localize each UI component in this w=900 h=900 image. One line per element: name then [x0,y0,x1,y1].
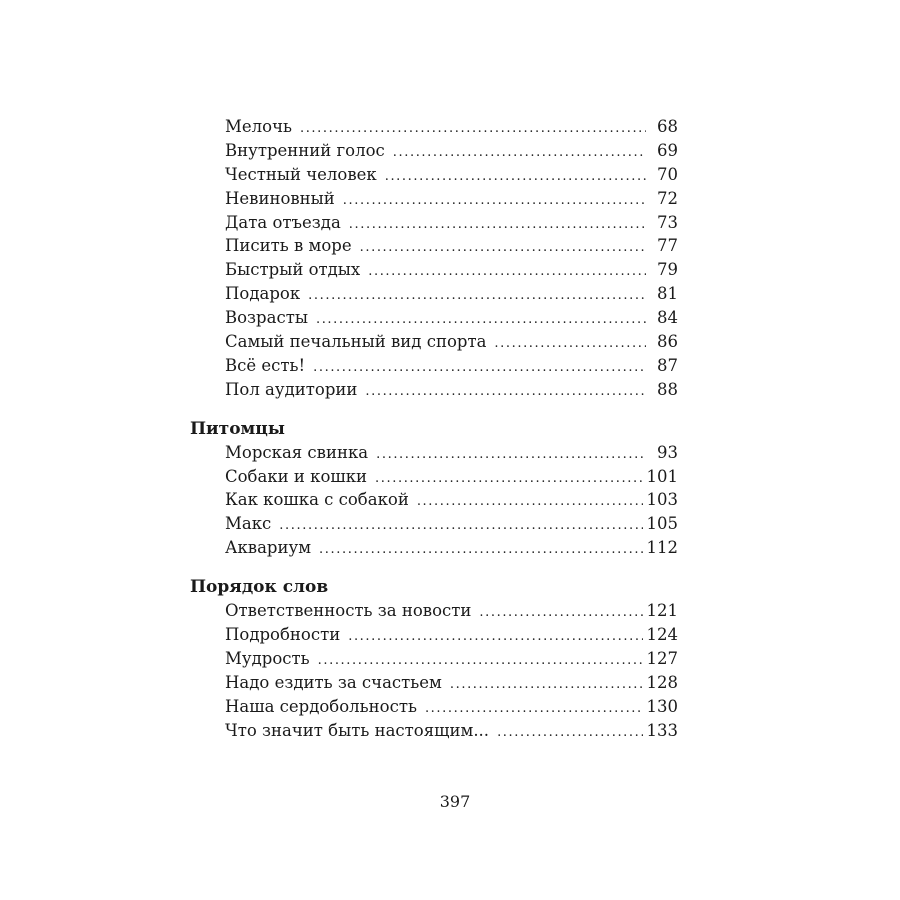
toc-entry [225,378,678,402]
dot-leader [385,165,646,189]
toc-entry-title: Всё есть! [225,355,306,375]
toc-entry-page-number: 127 [646,648,678,668]
toc-entry-title: Быстрый отдых [225,260,361,280]
toc-entry-list [225,115,678,402]
dot-leader [393,141,646,165]
toc-entry-page-number: 69 [657,140,678,160]
toc-entry-title: Что значит быть настоящим... [225,720,490,740]
toc-entry-title: Честный человек [225,164,377,184]
toc-section [190,115,678,402]
toc-entry-page-number: 121 [646,601,678,621]
toc-entry [225,695,678,719]
toc-entry [225,330,678,354]
toc-entry [225,115,678,139]
toc-entry [225,536,678,560]
toc-entry-title: Морская свинка [225,442,369,462]
toc-section [190,575,678,742]
toc-entry-page-number: 103 [646,490,678,510]
toc-entry [225,163,678,187]
dot-leader [360,236,646,260]
dot-leader [318,649,643,673]
toc-entry-page-number: 77 [657,236,678,256]
toc-entry [225,354,678,378]
toc-entry-page-number: 84 [657,308,678,328]
dot-leader [497,721,642,745]
toc-entry-title: Мелочь [225,117,292,136]
dot-leader [450,673,643,697]
toc-entry-page-number: 124 [646,625,678,645]
dot-leader [425,697,643,721]
toc-entry-page-number: 81 [657,284,678,304]
toc-entry [225,211,678,235]
dot-leader [479,601,642,625]
dot-leader [313,356,646,380]
toc-entry-page-number: 72 [657,188,678,208]
toc-entry-page-number: 73 [657,212,678,232]
toc-entry-page-number: 93 [657,442,678,462]
dot-leader [417,490,643,514]
toc-entry [225,512,678,536]
toc-entry [225,306,678,330]
table-of-contents [190,115,678,742]
dot-leader [494,332,646,356]
toc-entry-title: Самый печальный вид спорта [225,332,487,352]
toc-entry-title: Как кошка с собакой [225,490,409,510]
toc-entry-title: Пол аудитории [225,379,358,399]
toc-entry-title: Собаки и кошки [225,466,368,486]
toc-entry [225,623,678,647]
toc-entry-title: Подробности [225,625,341,645]
dot-leader [319,538,642,562]
toc-entry [225,599,678,623]
toc-entry-page-number: 112 [646,538,678,558]
toc-entry-title: Макс [225,514,272,534]
toc-entry-title: Надо ездить за счастьем [225,672,442,692]
toc-entry-title: Внутренний голос [225,140,385,160]
toc-entry-page-number: 87 [657,355,678,375]
toc-entry [225,258,678,282]
toc-entry-page-number: 101 [646,466,678,486]
toc-entry-title: Наша сердобольность [225,696,417,716]
dot-leader [375,467,642,491]
toc-entry [225,187,678,211]
toc-entry-title: Мудрость [225,648,310,668]
dot-leader [300,117,646,141]
toc-entry-page-number: 68 [657,117,678,136]
toc-entry-title: Писить в море [225,236,352,256]
toc-entry-page-number: 105 [646,514,678,534]
toc-entry-page-number: 79 [657,260,678,280]
dot-leader [349,213,646,237]
toc-entry-page-number: 128 [646,672,678,692]
dot-leader [343,189,646,213]
dot-leader [316,308,646,332]
toc-entry [225,282,678,306]
toc-entry-list [225,441,678,560]
toc-entry-list [225,599,678,742]
toc-entry-title: Подарок [225,284,301,304]
toc-entry [225,139,678,163]
toc-entry-page-number: 70 [657,164,678,184]
dot-leader [308,284,646,308]
section-heading: Порядок слов [190,577,329,598]
toc-entry-page-number: 86 [657,332,678,352]
toc-entry-title: Невиновный [225,188,335,208]
toc-entry [225,465,678,489]
dot-leader [348,625,642,649]
dot-leader [376,443,646,467]
toc-entry [225,234,678,258]
toc-entry-title: Возрасты [225,308,308,328]
toc-entry-title: Аквариум [225,538,312,558]
dot-leader [279,514,642,538]
toc-entry [225,719,678,743]
toc-entry-page-number: 133 [646,720,678,740]
toc-entry [225,671,678,695]
toc-entry [225,488,678,512]
section-heading: Питомцы [190,418,285,439]
toc-entry-title: Ответственность за новости [225,601,472,621]
dot-leader [368,260,646,284]
toc-entry-title: Дата отъезда [225,212,341,232]
dot-leader [365,380,646,404]
toc-entry [225,647,678,671]
toc-entry-page-number: 130 [646,696,678,716]
toc-section [190,417,678,560]
toc-entry-page-number: 88 [657,379,678,399]
toc-entry [225,441,678,465]
page-number: 397 [439,792,471,811]
